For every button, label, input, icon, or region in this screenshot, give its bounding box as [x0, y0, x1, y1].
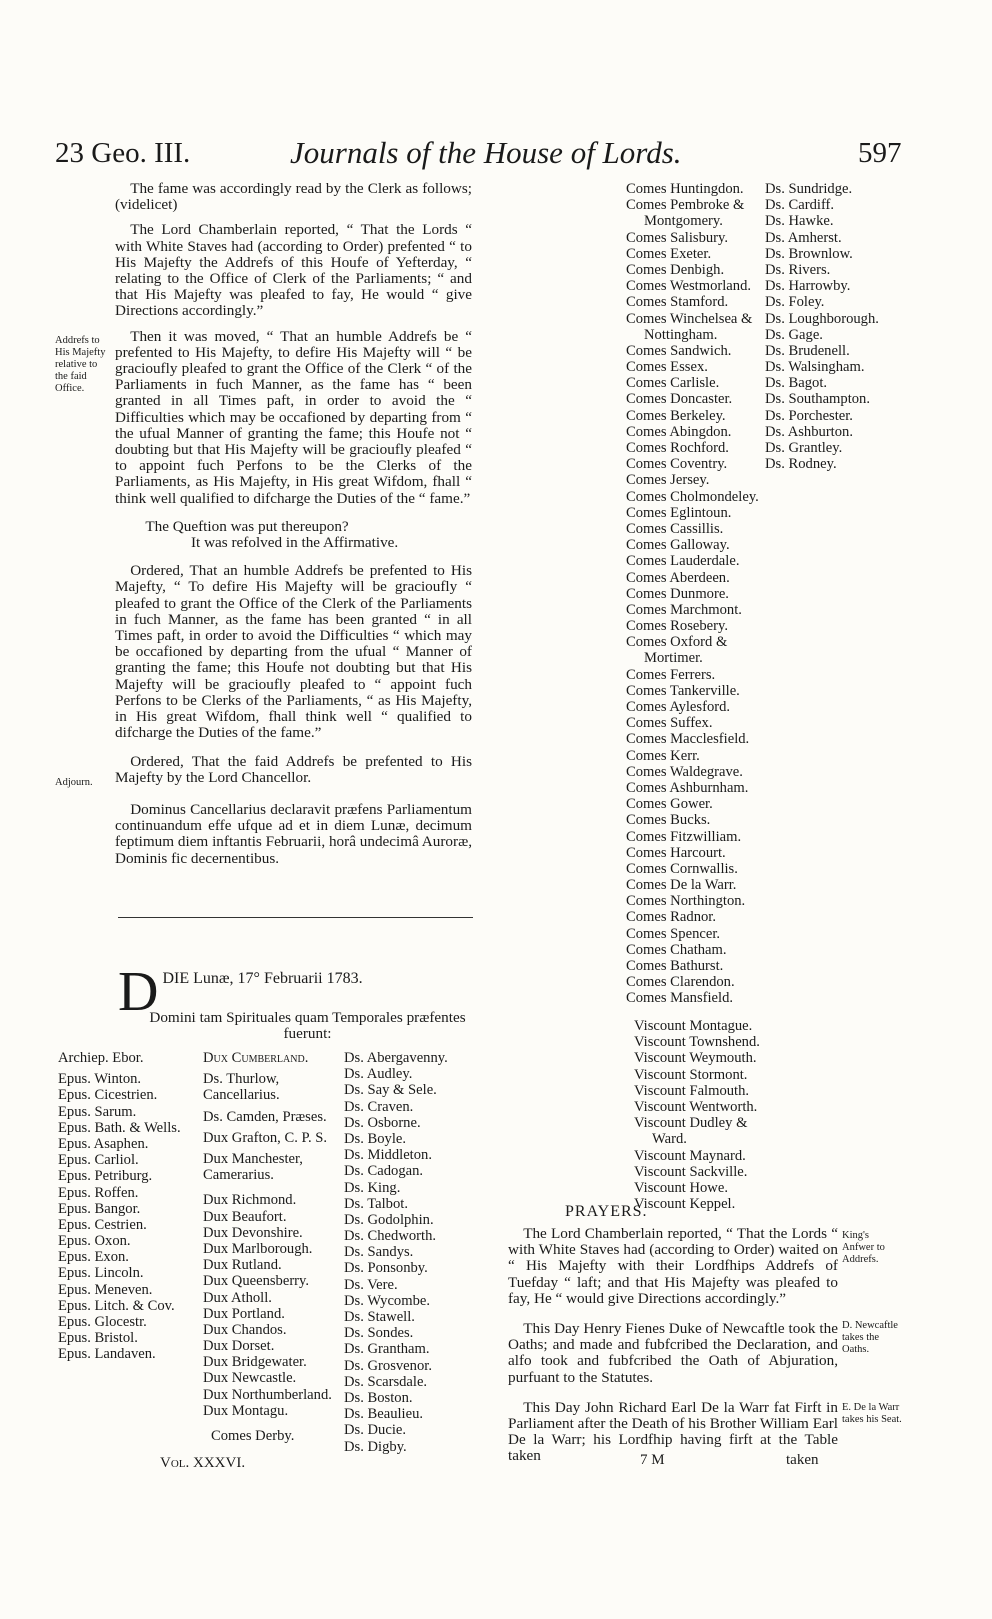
list-item: Ds. Ashburton. — [765, 423, 853, 440]
list-item: Comes Chatham. — [626, 941, 727, 958]
list-item: Epus. Bath. & Wells. — [58, 1119, 181, 1136]
list-item: Ward. — [652, 1131, 687, 1148]
list-item: Ds. Rivers. — [765, 261, 831, 278]
list-item: Comes Mansfield. — [626, 990, 734, 1007]
list-item: Comes Essex. — [626, 359, 708, 376]
die-heading — [118, 961, 478, 1023]
list-item: Ds. Wycombe. — [344, 1292, 430, 1309]
list-item: Ds. Abergavenny. — [344, 1050, 448, 1066]
list-item: Comes Harcourt. — [626, 844, 726, 861]
page-title: Journals of the House of Lords. — [290, 135, 682, 170]
viscount-list — [634, 1018, 760, 1212]
list-item: Ds. Gage. — [765, 326, 823, 343]
list-item: Comes Winchelsea & — [626, 310, 753, 327]
list-item: Ds. Bagot. — [765, 375, 828, 392]
list-item: Ds. Camden, Præses. — [203, 1108, 327, 1125]
list-item: Ds. Craven. — [344, 1098, 414, 1115]
list-item: Ds. Grantley. — [765, 440, 843, 456]
list-item: Comes Clarendon. — [626, 974, 735, 991]
list-item: Dux Chandos. — [203, 1321, 287, 1338]
list-item: Dux Cumberland. — [203, 1050, 309, 1066]
list-item: Epus. Oxon. — [58, 1233, 131, 1250]
list-item: Ds. Chedworth. — [344, 1228, 437, 1245]
archiep-epus-list — [58, 1050, 181, 1363]
list-item: Dux Atholl. — [203, 1289, 272, 1306]
list-item: Ds. Godolphin. — [344, 1211, 434, 1228]
list-item: Comes Bucks. — [626, 812, 711, 829]
list-item: Ds. Harrowby. — [765, 278, 851, 295]
list-item: Dux Newcastle. — [203, 1370, 297, 1387]
list-item: Comes Tankerville. — [626, 682, 740, 699]
list-item: Comes Denbigh. — [626, 261, 725, 278]
list-item: Comes Westmorland. — [626, 278, 752, 295]
list-item: Ds. Porchester. — [765, 407, 853, 424]
list-item: Viscount Montague. — [634, 1018, 753, 1034]
list-item: Comes Jersey. — [626, 472, 710, 489]
dux-officers-list — [203, 1050, 343, 1444]
list-item: Comes Eglintoun. — [626, 504, 732, 521]
ds-list-1 — [344, 1050, 448, 1455]
list-item: Ds. Hawke. — [765, 213, 834, 230]
list-item: Ds. Walsingham. — [765, 359, 865, 376]
list-item: Ds. Vere. — [344, 1276, 398, 1293]
right-bottom-text — [508, 1226, 838, 1465]
list-item: Ds. Cadogan. — [344, 1163, 424, 1180]
list-item: Viscount Weymouth. — [634, 1050, 757, 1067]
list-item: Comes Galloway. — [626, 537, 730, 554]
list-item: Comes Marchmont. — [626, 601, 742, 618]
prayers-heading: PRAYERS. — [565, 1203, 648, 1220]
list-item: Dux Dorset. — [203, 1338, 275, 1355]
paragraph-chamberlain: The Lord Chamberlain reported, “ That the Lords “ with White Staves had (according to Order) prefented “ to His Majefty the Addrefs of this Houfe of Yefterday, “ relating to the Office of Clerk of the Parliaments; “ and that His Majefty was pleafed to fay, He would “ give Directions accordingly.” — [115, 221, 472, 320]
volume-signature: Vol. XXXVI. — [160, 1455, 246, 1471]
list-item: Epus. Petriburg. — [58, 1168, 153, 1185]
list-item: Epus. Landaven. — [58, 1346, 156, 1363]
list-item: Comes Rochford. — [626, 440, 729, 456]
list-item: Ds. Sundridge. — [765, 181, 853, 197]
list-item: Ds. Foley. — [765, 294, 825, 311]
drop-cap: D — [118, 961, 159, 1023]
list-item: Epus. Litch. & Cov. — [58, 1297, 175, 1314]
list-item: Comes Carlisle. — [626, 375, 720, 392]
list-item: Ds. Southampton. — [765, 391, 870, 408]
list-item: Epus. Lincoln. — [58, 1265, 144, 1282]
question-put: The Queftion was put thereupon? — [145, 517, 349, 535]
margin-note-newcastle: D. Newcaftle takes the Oaths. — [842, 1320, 898, 1355]
die-heading-text: DIE Lunæ, 17° Februarii 1783. — [162, 970, 363, 987]
list-item: Comes Sandwich. — [626, 342, 732, 359]
list-item: Epus. Cestrien. — [58, 1216, 147, 1233]
list-item: Comes Fitzwilliam. — [626, 828, 742, 845]
list-item: Comes Waldegrave. — [626, 763, 743, 780]
list-item: Dux Manchester, Camerarius. — [203, 1150, 303, 1184]
paragraph-moved: Then it was moved, “ That an humble Addrefs be “ prefented to His Majefty, to defire His Majefty will “ be gracioufly pleafed to grant the Office of the Clerk “ of the Parliaments in fuch Manner, as the fame has “ been granted in all Times paft, in order to avoid the “ Difficulties which may be occafioned by departing from “ the ufual Manner of granting the fame; this Houfe not “ doubting but that His Majefty will be gracioufly pleafed “ to appoint fuch Perfons to be the Clerks of the Parliaments, as His Majefty, in His great Wifdom, fhall “ think well qualified to difcharge the Duties of the “ fame.” — [115, 327, 472, 507]
list-item: Ds. Rodney. — [765, 456, 837, 473]
list-item: Dux Bridgewater. — [203, 1354, 307, 1371]
page-number: 597 — [858, 137, 902, 169]
list-item: Dux Portland. — [203, 1305, 285, 1322]
list-item: Ds. Osborne. — [344, 1114, 421, 1131]
list-item: Ds. Brudenell. — [765, 342, 850, 359]
list-item: Comes Derby. — [211, 1428, 295, 1444]
list-item: Dux Northumberland. — [203, 1386, 332, 1403]
list-item: Ds. Audley. — [344, 1066, 413, 1083]
list-item: Comes Cornwallis. — [626, 860, 738, 877]
list-item: Ds. Loughborough. — [765, 310, 879, 327]
list-item: Comes Abingdon. — [626, 423, 732, 440]
list-item: Comes De la Warr. — [626, 877, 737, 894]
list-item: Epus. Asaphen. — [58, 1135, 149, 1152]
list-item: Ds. Boston. — [344, 1389, 413, 1406]
margin-note-kings-answer: King's Anfwer to Addrefs. — [842, 1230, 885, 1265]
list-item: Comes Kerr. — [626, 747, 700, 764]
list-item: Ds. Sandys. — [344, 1244, 414, 1261]
section-rule — [118, 917, 473, 918]
list-item: Comes Huntingdon. — [626, 181, 744, 197]
die-subheading: Domini tam Spirituales quam Temporales præfentes fuerunt: — [149, 1009, 466, 1043]
list-item: Ds. Middleton. — [344, 1147, 432, 1164]
list-item: Comes Coventry. — [626, 456, 728, 473]
list-item: Ds. Ponsonby. — [344, 1260, 428, 1277]
list-item: Viscount Howe. — [634, 1179, 728, 1196]
list-item: Epus. Bangor. — [58, 1200, 141, 1217]
list-item: Comes Ashburnham. — [626, 779, 749, 796]
list-item: Ds. Ducie. — [344, 1422, 407, 1439]
list-item: Dux Richmond. — [203, 1192, 297, 1209]
list-item: Ds. Sondes. — [344, 1325, 414, 1342]
list-item: Comes Northington. — [626, 893, 746, 910]
list-item: Viscount Stormont. — [634, 1066, 748, 1083]
list-item: Viscount Wentworth. — [634, 1098, 758, 1115]
list-item: Viscount Maynard. — [634, 1147, 746, 1164]
list-item: Comes Doncaster. — [626, 391, 733, 408]
list-item: Comes Salisbury. — [626, 229, 729, 246]
margin-note-address: Addrefs to His Majefty relative to the faid Office. — [55, 335, 106, 394]
list-item: Viscount Falmouth. — [634, 1082, 750, 1099]
paragraph-ordered-presented: Ordered, That the faid Addrefs be prefented to His Majefty by the Lord Chancellor. — [115, 752, 472, 786]
list-item: Ds. Talbot. — [344, 1195, 408, 1212]
list-item: Comes Dunmore. — [626, 585, 729, 602]
list-item: Comes Pembroke & — [626, 197, 745, 214]
list-item: Epus. Cicestrien. — [58, 1087, 158, 1104]
paragraph-newcastle: This Day Henry Fienes Duke of Newcaftle took the Oaths; and made and fubfcribed the Declaration, and alfo took and fubfcribed the Oath of Abjuration, purfuant to the Statutes. — [508, 1320, 838, 1386]
list-item: Epus. Carliol. — [58, 1152, 139, 1169]
list-item: Dux Queensberry. — [203, 1273, 310, 1290]
list-item: Nottingham. — [644, 326, 718, 343]
list-item: Dux Beaufort. — [203, 1208, 287, 1225]
ds-list-2 — [765, 181, 879, 472]
list-item: Comes Radnor. — [626, 909, 716, 926]
list-item: Comes Bathurst. — [626, 958, 724, 974]
list-item: Comes Lauderdale. — [626, 553, 740, 570]
regnal-year: 23 Geo. III. — [55, 137, 191, 169]
list-item: Ds. Say & Sele. — [344, 1082, 437, 1099]
list-item: Ds. Stawell. — [344, 1309, 415, 1325]
list-item: Epus. Winton. — [58, 1071, 142, 1088]
signature-mark: 7 M — [640, 1452, 665, 1468]
list-item: Comes Cassillis. — [626, 520, 724, 537]
list-item: Montgomery. — [644, 213, 723, 230]
list-item: Ds. Boyle. — [344, 1130, 407, 1147]
list-item: Comes Rosebery. — [626, 618, 729, 635]
list-item: Comes Berkeley. — [626, 407, 726, 424]
list-item: Ds. Amherst. — [765, 229, 842, 246]
list-item: Comes Gower. — [626, 796, 713, 813]
list-item: Dux Devonshire. — [203, 1224, 303, 1241]
margin-note-adjourn: Adjourn. — [55, 777, 93, 788]
list-item: Epus. Exon. — [58, 1249, 129, 1266]
list-item: Comes Cholmondeley. — [626, 488, 759, 505]
list-item: Mortimer. — [644, 650, 703, 667]
list-item: Ds. Cardiff. — [765, 197, 835, 214]
list-item: Comes Macclesfield. — [626, 731, 750, 748]
list-item: Ds. Beaulieu. — [344, 1406, 424, 1423]
list-item: Ds. Grantham. — [344, 1341, 430, 1358]
list-item: Ds. Digby. — [344, 1438, 407, 1455]
list-item: Comes Exeter. — [626, 245, 712, 262]
list-item: Ds. Scarsdale. — [344, 1373, 428, 1390]
list-item: Ds. Thurlow, Cancellarius. — [203, 1071, 280, 1104]
paragraph-ordered-address: Ordered, That an humble Addrefs be prefented to His Majefty, “ To defire His Majefty will be gracioufly “ pleafed to grant the Office of the Clerk of the Parliaments in fuch Manner, as the fame has been granted “ in all Times paft, in order to avoid the Difficulties “ which may be occafioned by departing from the ufual “ Manner of granting the fame; this Houfe not doubting but that His Majefty will be gracioufly pleafed to “ appoint fuch Perfons to be Clerks of the Parliaments, “ as His Majefty, in His great Wifdom, fhall think well “ qualified to difcharge the Duties of the fame.” — [115, 562, 472, 742]
list-item: Ds. Grosvenor. — [344, 1357, 432, 1374]
list-item: Comes Aylesford. — [626, 699, 731, 715]
list-item: Dux Rutland. — [203, 1257, 282, 1274]
list-item: Epus. Glocestr. — [58, 1314, 147, 1330]
list-item: Dux Marlborough. — [203, 1240, 313, 1257]
catchword: taken — [786, 1452, 819, 1468]
paragraph-adjourn: Dominus Cancellarius declaravit præfens Parliamentum continuandum effe ufque ad et in diem Lunæ, decimum feptimum diem inftantis Februarii, horâ undecimâ Auroræ, Dominis fic decernentibus. — [115, 800, 472, 867]
list-item: Comes Suffex. — [626, 715, 713, 732]
list-item: Comes Oxford & — [626, 634, 728, 651]
list-item: Viscount Dudley & — [634, 1115, 748, 1132]
list-item: Epus. Bristol. — [58, 1330, 138, 1347]
paragraph-kings-answer: The Lord Chamberlain reported, “ That the Lords “ with White Staves had (according to Order) waited on “ His Majefty with their Lordfhips Addrefs of Tuefday “ laft; and that His Majefty was pleafed to fay, He “ would give Directions accordingly.” — [508, 1225, 838, 1307]
margin-note-de-la-warr: E. De la Warr takes his Seat. — [842, 1402, 902, 1425]
paragraph-read: The fame was accordingly read by the Clerk as follows; (videlicet) — [115, 180, 472, 214]
paragraph-de-la-warr: This Day John Richard Earl De la Warr fat Firft in Parliament after the Death of his Brother William Earl De la Warr; his Lordfhip having firft at the Table taken — [508, 1398, 838, 1465]
list-item: Comes Spencer. — [626, 925, 721, 942]
question-resolved: It was refolved in the Affirmative. — [191, 534, 399, 552]
list-item: Epus. Sarum. — [58, 1103, 137, 1120]
list-item: Ds. King. — [344, 1179, 401, 1196]
list-item: Epus. Roffen. — [58, 1184, 139, 1201]
comes-list — [626, 181, 759, 1007]
list-item: Comes Aberdeen. — [626, 569, 730, 586]
list-item: Comes Stamford. — [626, 294, 729, 311]
list-item: Viscount Keppel. — [634, 1196, 736, 1213]
list-item: Comes Ferrers. — [626, 666, 716, 683]
list-item: Archiep. Ebor. — [58, 1050, 144, 1066]
list-item: Epus. Meneven. — [58, 1281, 153, 1298]
list-item: Dux Montagu. — [203, 1402, 289, 1419]
left-column-text — [115, 181, 472, 867]
list-item: Viscount Sackville. — [634, 1163, 748, 1180]
list-item: Dux Grafton, C. P. S. — [203, 1129, 328, 1146]
list-item: Viscount Townshend. — [634, 1034, 760, 1051]
list-item: Ds. Brownlow. — [765, 245, 853, 262]
